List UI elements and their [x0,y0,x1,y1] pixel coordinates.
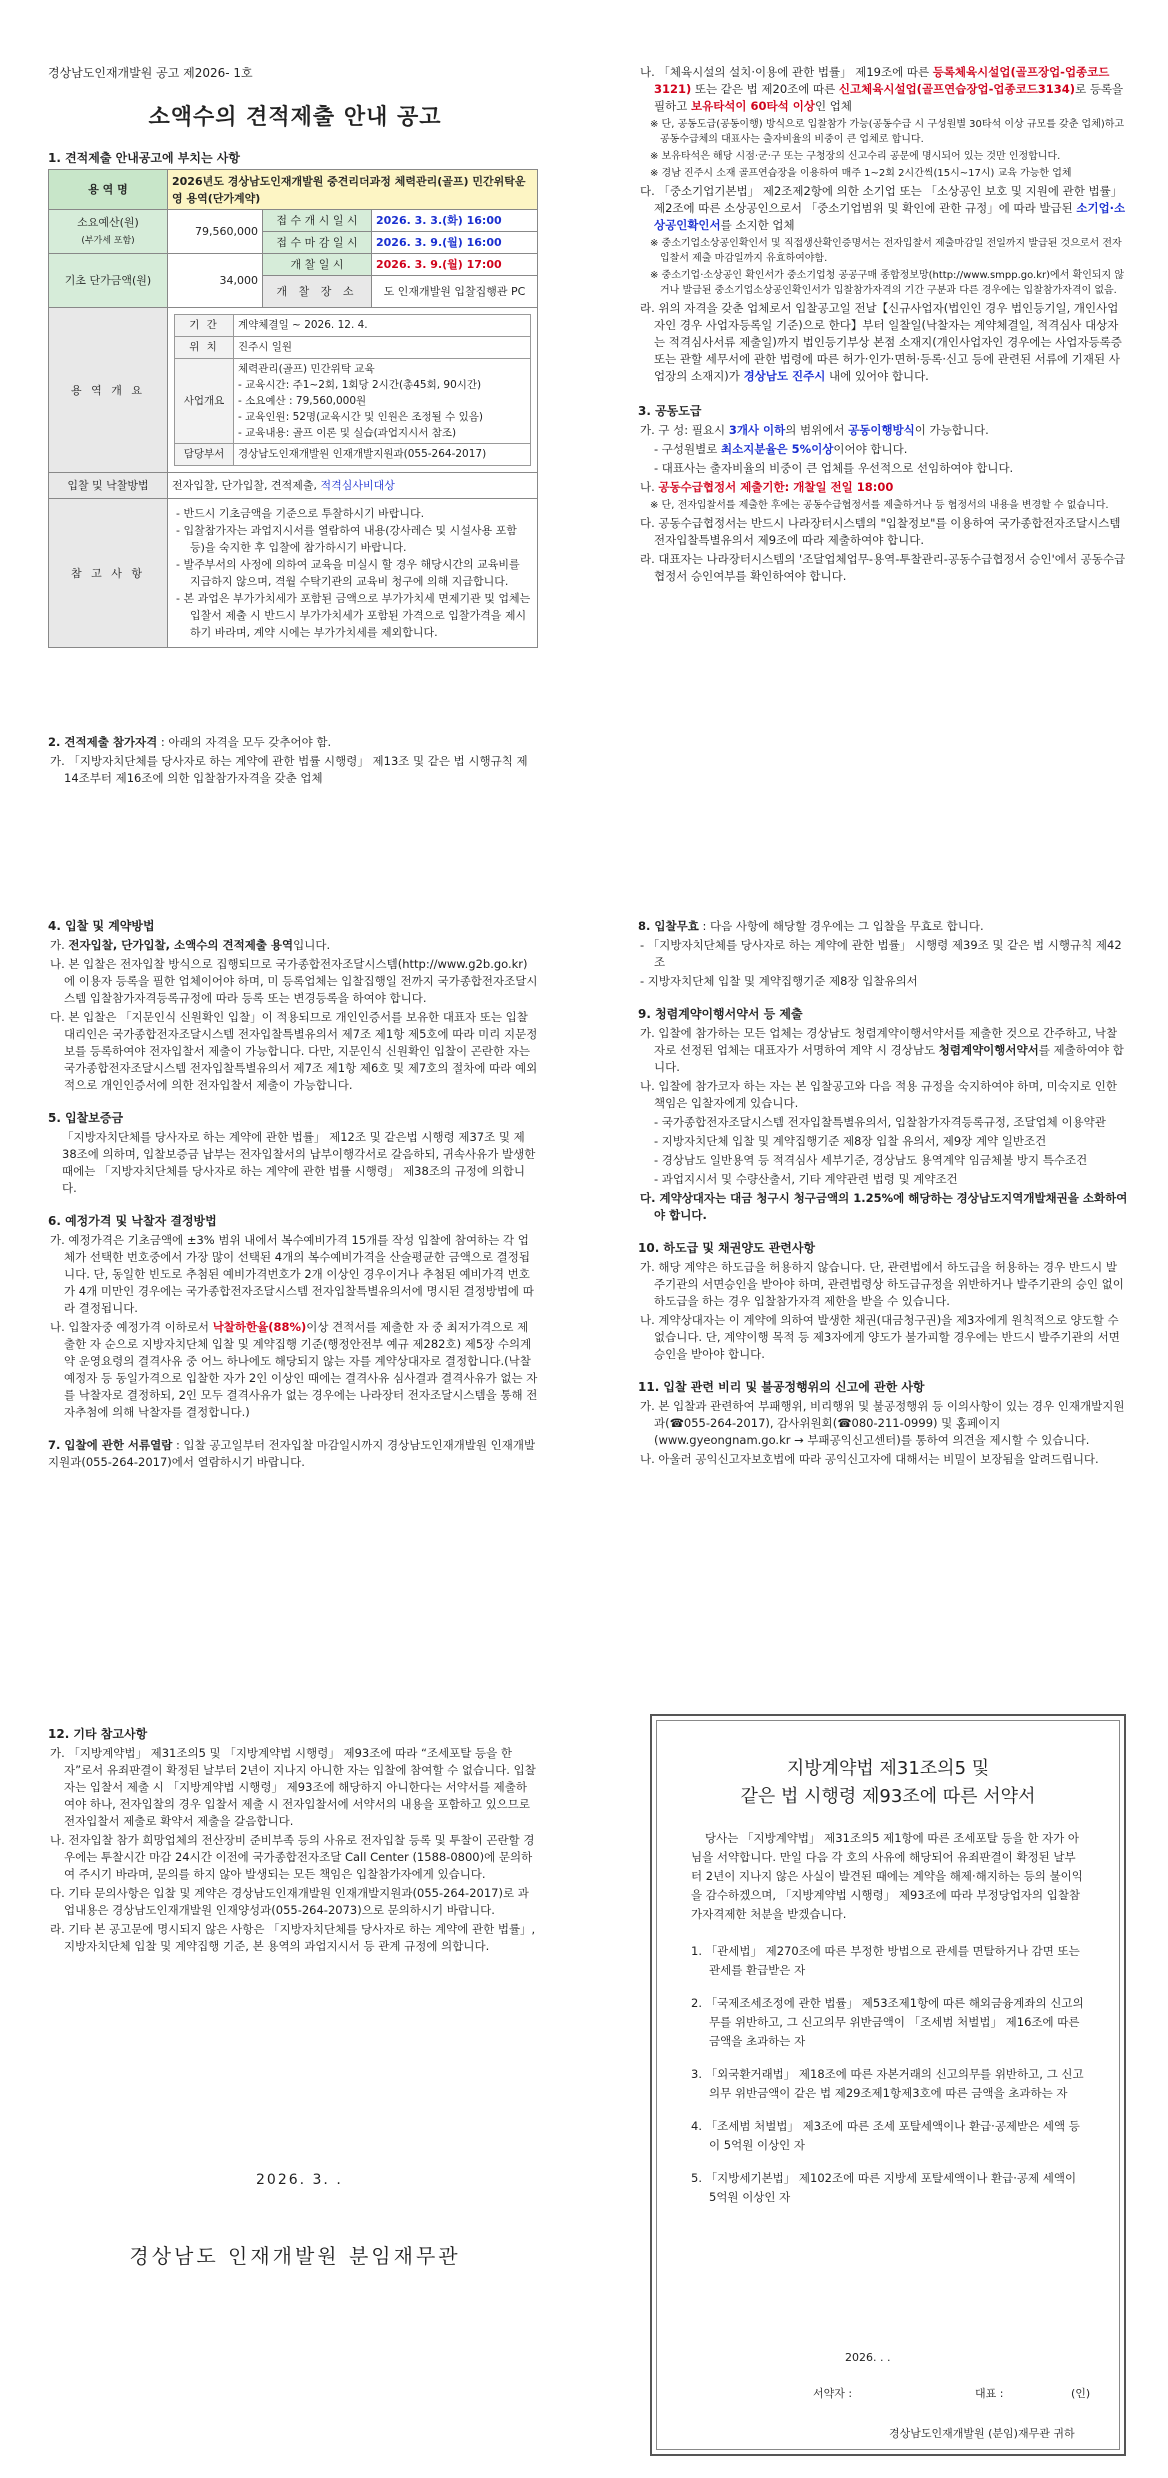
s5-body: 「지방자치단체를 당사자로 하는 계약에 관한 법률」 제12조 및 같은법 시행령 제37조 및 제38조에 의하며, 입찰보증금 납부는 전자입찰서의 납부이행각서로 갈음하되, 귀속사유가 발생한 때에는 「지방자치단체를 당사자로 하는 계약에 관한 법률 시행령」 제38조의 규정에 의합니다. [62,1130,536,1195]
period-label: 기 간 [175,315,234,337]
method-blue: 적격심사비대상 [317,479,395,492]
budget-label-cell [49,210,168,254]
sched-value-1: 2026. 3. 9.(월) 16:00 [372,232,538,254]
qual-na-note: ※ 보유타석은 해당 시점·군·구 또는 구청장의 신고수리 공문에 명시되어 있는 것만 인정합니다. [650,151,1061,162]
section-3-heading: 3. 공동도급 [638,404,702,418]
notice-number: 경상남도인재개발원 공고 제2026- 1호 [48,66,253,80]
reference-label: 참 고 사 항 [49,499,168,648]
s9-na-item: - 경상남도 일반용역 등 적격심사 세부기준, 경상남도 용역계약 임금체불 방지 특수조건 [654,1153,1088,1167]
pledge-form [650,1714,1126,2456]
section-2-heading: 2. 견적제출 참가자격 [48,735,158,749]
s6-na [48,1319,538,1421]
pledge-item: 1. 「관세법」 제270조에 따른 부정한 방법으로 관세를 면탈하거나 감면 또는 관세를 환급받은 자 [691,1944,1080,1977]
pledge-title [657,1755,1119,1811]
s4-da: 다. 본 입찰은 「지문인식 신원확인 입찰」이 적용되므로 개인인증서를 보유한 대표자 또는 입찰대리인은 국가종합전자조달시스템 전자입찰특별유의서 제7조 제1항 제5호에 따라 미리 지문정보를 등록하여야 전자입찰서 제출이 가능합니다. 다만, 지문인식 신원확인 입찰이 곤란한 자는 국가종합전자조달시스템 전자입찰특별유의서 제7조 제1항 제6호 및 제7호의 절차에 따라 예외적으로 개인인증서에 의한 전자입찰서 제출이 가능합니다. [50,1010,538,1092]
s12-ga: 가. 「지방계약법」 제31조의5 및 「지방계약법 시행령」 제93조에 따라 “조세포탈 등을 한 자”로서 유죄판결이 확정된 날부터 2년이 지나지 아니한 자는 입찰에 참여할 수 없습니다. 입찰자는 입찰서 제출 시 「지방계약법 시행령」 제93조에 해당하지 아니한다는 서약서를 제출하여야 하나, 전자입찰의 경우 입찰서 제출 시 전자입찰서에 서약서의 내용을 포함하고 있으므로 전자입찰서 제출로 확약서 제출을 갈음합니다. [50,1746,536,1828]
s3-ga-pre: 가. 구 성: 필요시 [640,423,729,437]
s9-da: 다. 계약상대자는 대금 청구시 청구금액의 1.25%에 해당하는 경상남도지역개발채권을 소화하여야 합니다. [640,1191,1128,1222]
sched-label-3: 개 찰 장 소 [263,276,372,308]
business-line: - 교육시간: 주1~2회, 1회당 2시간(총45회, 90시간) [238,379,482,391]
pledge-item: 2. 「국제조세조정에 관한 법률」 제53조제1항에 따른 해외금융계좌의 신고의무를 위반하고, 그 신고의무 위반금액이 「조세범 처벌법」 제16조에 따른 금액을 초과하는 자 [691,1996,1084,2048]
s3-ga-mid: 의 범위에서 [785,423,849,437]
sched-label-0: 접 수 개 시 일 시 [263,210,372,232]
section-6-heading: 6. 예정가격 및 낙찰자 결정방법 [48,1214,217,1228]
s8-item: - 지방자치단체 입찰 및 계약집행기준 제8장 입찰유의서 [640,974,918,988]
qual-na-note: ※ 경남 진주시 소재 골프연습장을 이용하여 매주 1~2회 2시간씩(15시~17시) 교육 가능한 업체 [650,168,1072,179]
method-cell [168,473,538,499]
s4-ga-pre: 가. [50,938,69,952]
dept-value: 경상남도인재개발원 인재개발지원과(055-264-2017) [234,444,531,466]
qual-na-red3: 보유타석이 60타석 이상 [690,99,815,113]
issuing-organization: 경상남도 인재개발원 분임재무관 [129,2244,461,2268]
s10-na: 나. 계약상대자는 이 계약에 의하여 발생한 채권(대금청구권)을 제3자에게 원칙적으로 양도할 수 없습니다. 단, 계약이행 목적 등 제3자에게 양도가 불가피할 경우에는 반드시 발주기관의 서면승인을 받아야 합니다. [640,1313,1120,1361]
section-7-heading: 7. 입찰에 관한 서류열람 [48,1438,173,1452]
section-10-heading: 10. 하도급 및 채권양도 관련사항 [638,1241,816,1255]
section-12-heading: 12. 기타 참고사항 [48,1727,148,1741]
s9-ga-bold: 청렴계약이행서약서 [938,1043,1039,1057]
s6-na-pre: 나. 입찰자중 예정가격 이하로서 [50,1320,213,1334]
budget-value: 79,560,000 [168,210,263,254]
qualifications-cont [638,64,1128,587]
sched-value-0: 2026. 3. 3.(화) 16:00 [372,210,538,232]
business-line: - 교육인원: 52명(교육시간 및 인원은 조정될 수 있음) [238,411,483,423]
s3-ga [638,422,1128,439]
budget-sublabel: (부가세 포함) [81,235,135,246]
pledge-date: 2026. . . [845,2351,891,2364]
s4-na: 나. 본 입찰은 전자입찰 방식으로 집행되므로 국가종합전자조달시스템(http://www.g2b.go.kr)에 이용자 등록을 필한 업체이어야 하며, 미 등록업체는 입찰집행일 전까지 국가종합전자조달시스템 입찰참가자격등록규정에 따라 등록 또는 변경등록을 하여야 합니다. [50,957,538,1005]
qual-da-note: ※ 중소기업소상공인확인서 및 직접생산확인증명서는 전자입찰서 제출마감일 전일까지 발급된 것으로서 전자입찰서 제출 마감일까지 유효하여야함. [650,238,1122,264]
method-label: 입찰 및 낙찰방법 [49,473,168,499]
section-5-heading: 5. 입찰보증금 [48,1111,124,1125]
unit-price-label: 기초 단가금액(원) [49,254,168,308]
s3-ra: 라. 대표자는 나라장터시스템의 '조달업체업무-용역-투찰관리-공동수급협정서 승인'에서 공동수급협정서 승인여부를 확인하여야 합니다. [640,552,1126,583]
period-value: 계약체결일 ~ 2026. 12. 4. [234,315,531,337]
s9-na: 나. 입찰에 참가코자 하는 자는 본 입찰공고와 다음 적용 규정을 숙지하여야 하며, 미숙지로 인한 책임은 입찰자에게 있습니다. [640,1079,1117,1110]
section-11-heading: 11. 입찰 관련 비리 및 불공정행위의 신고에 관한 사항 [638,1380,925,1394]
section-1-heading: 1. 견적제출 안내공고에 부치는 사항 [48,151,240,165]
bid-summary-table [48,169,538,648]
s4-ga [48,937,538,954]
business-lines [234,359,531,444]
page2-right [638,918,1128,1470]
business-label: 사업개요 [175,359,234,444]
s3-na-note: ※ 단, 전자입찰서를 제출한 후에는 공동수급협정서를 제출하거나 등 협정서의 내용을 변경할 수 없습니다. [650,500,1109,511]
dept-label: 담당부서 [175,444,234,466]
s6-na-tail: 이상 견적서를 제출한 자 중 최저가격으로 제출한 자 순으로 지방자치단체 입찰 및 계약집행 기준(행정안전부 예규 제282호) 제5장 수의계약 운영요령의 결격사유 중 어느 하나에도 해당되지 않는 자를 계약상대자로 결정합니다.(낙찰예정자 등 동일가격으로 입찰한 자가 2인 이상인 때에는 결격사유 심사결과 결격사유가 없는 자를 낙찰자로 결정하되, 2인 모두 결격사유가 없는 경우에는 나라장터 전자조달시스템을 통해 전자추첨에 의해 낙찰자를 결정합니다.) [64,1320,538,1419]
qual-na-tail: 인 업체 [814,99,852,113]
s7-line [48,1437,538,1471]
s3-ga-sub1-pre: - 구성원별로 [654,442,722,456]
reference-line: - 발주부서의 사정에 의하여 교육을 미실시 할 경우 해당시간의 교육비를 지급하지 않으며, 격월 수탁기관의 교육비 청구에 의해 지급합니다. [176,558,520,588]
qual-ra-tail: 내에 있어야 합니다. [825,369,929,383]
s12-na: 나. 전자입찰 참가 희망업체의 전산장비 준비부족 등의 사유로 전자입찰 등록 및 투찰이 곤란할 경우에는 투찰시간 마감 24시간 이전에 국가종합전자조달 Call Center (1588-0800)에 문의하여 주시기 바라며, 문의를 하지 않아 발생되는 모든 책임은 입찰참가자에게 있습니다. [50,1833,535,1881]
service-name-value: 2026년도 경상남도인재개발원 중견리더과정 체력관리(골프) 민간위탁운영 용역(단가계약) [168,170,538,210]
qual-da-tail: 를 소지한 업체 [720,218,795,232]
s3-ga-sub1-blue: 최소지분율은 5%이상 [721,442,834,456]
s3-na-pre: 나. [640,480,659,494]
s12-da: 다. 기타 문의사항은 입찰 및 계약은 경상남도인재개발원 인재개발지원과(055-264-2017)로 과업내용은 경상남도인재개발원 인재양성과(055-264-2073)으로 문의하시기 바랍니다. [50,1886,529,1917]
s10-ga: 가. 해당 계약은 하도급을 허용하지 않습니다. 단, 관련법에서 하도급을 허용하는 경우 반드시 발주기관의 서면승인을 받아야 하며, 관련법령상 하도급규정을 위반하거나 발주기관의 승인 없이 하도급을 하는 경우 입찰참가자격 제한을 받을 수 있습니다. [640,1260,1124,1308]
pledge-item: 3. 「외국환거래법」 제18조에 따른 자본거래의 신고의무를 위반하고, 그 신고의무 위반금액이 같은 법 제29조제1항제3호에 따른 금액을 초과하는 자 [691,2067,1084,2100]
s7-body: : 입찰 공고일부터 전자입찰 마감일시까지 경상남도인재개발원 인재개발지원과(055-264-2017)에서 열람하시기 바랍니다. [48,1438,536,1469]
method-value: 전자입찰, 단가입찰, 견적제출, [172,479,317,492]
s6-na-red: 낙찰하한율(88%) [212,1320,307,1334]
section-8-heading: 8. 입찰무효 [638,919,699,933]
section-2 [48,734,538,789]
section-2-heading-line [48,734,538,751]
s3-ga-sub1-tail: 이어야 합니다. [833,442,908,456]
notice-date: 2026. 3. . [256,2172,343,2188]
qual-ra-blue: 경상남도 진주시 [743,369,826,383]
budget-label: 소요예산(원) [77,215,139,229]
qual-da-blue: 소기업·소상공인확인서 [654,201,1126,232]
qual-ra-pre: 라. 위의 자격을 갖춘 업체로서 입찰공고일 전날【신규사업자(법인인 경우 법인등기일, 개인사업자인 경우 사업자등록일 기준)으로 한다】부터 일찰일(낙찰자는 계약체결일, 적격심사 대상자는 적격심사서류 제출일)까지 법인등기부상 본점 소재지(개인사업자인 경우에는 사업자등록증 또는 관할 세무서에 관한 법령에 따른 허가·인가·면허·등록·신고 등에 관련된 서류에 기재된 사업장의 소재지)가 [640,301,1122,383]
s9-ga-tail: 를 제출하여야 합니다. [654,1043,1124,1074]
s3-da: 다. 공동수급협정서는 반드시 나라장터시스템의 "입찰정보"를 이용하여 국가종합전자조달시스템 전자입찰특별유의서 제9조에 따라 제출하여야 합니다. [640,516,1121,547]
qual-na-red1: 등록체육시설업(골프장업-업종코드3121) [654,65,1110,96]
s8-item: - 「지방자치단체를 당사자로 하는 계약에 관한 법률」 시행령 제39조 및 같은 법 시행규칙 제42조 [640,938,1122,969]
pledge-item: 4. 「조세범 처벌법」 제3조에 따른 조세 포탈세액이나 환급·공제받은 세액 등이 5억원 이상인 자 [691,2119,1080,2152]
sched-value-3: 도 인재개발원 입찰집행관 PC [372,276,538,308]
s11-ga: 가. 본 입찰과 관련하여 부패행위, 비리행위 및 불공정행위 등 이의사항이 있는 경우 인재개발지원과(☎055-264-2017), 감사위원회(☎080-211-0999) 및 홈페이지(www.gyeongnam.go.kr → 부패공익신고센터)를 통하여 의견을 제시할 수 있습니다. [640,1399,1125,1447]
unit-price-value: 34,000 [168,254,263,308]
s6-ga: 가. 예정가격은 기초금액에 ±3% 범위 내에서 복수예비가격 15개를 작성 입찰에 참여하는 각 업체가 선택한 번호중에서 가장 많이 선택된 4개의 복수예비가격을 산술평균한 금액으로 결정됩니다. 단, 동일한 빈도로 추첨된 예비가격번호가 2개 이상인 경우이거나 추첨된 예비가격 번호가 4개 미만인 경우에는 국가종합전자조달시스템 전자입찰특별유의서에 명시된 결정방법에 따라 결정됩니다. [50,1233,534,1315]
s11-na: 나. 아울러 공익신고자보호법에 따라 공익신고자에 대해서는 비밀이 보장됨을 알려드립니다. [640,1452,1099,1466]
reference-line: - 반드시 기초금액을 기준으로 투찰하시기 바랍니다. [176,507,425,520]
s3-na [638,479,1128,496]
sched-value-2: 2026. 3. 9.(월) 17:00 [372,254,538,276]
pledge-seal: (인) [1071,2387,1091,2400]
s12-ra: 라. 기타 본 공고문에 명시되지 않은 사항은 「지방자치단체를 당사자로 하는 계약에 관한 법률」, 지방자치단체 입찰 및 계약집행 기준, 본 용역의 과업지시서 등 관계 규정에 의합니다. [50,1922,536,1953]
qual-da-note: ※ 중소기업·소상공인 확인서가 중소기업청 공공구매 종합정보망(http://www.smpp.go.kr)에서 확인되지 않거나 발급된 중소기업소상공인확인서가 입찰참가자격의 기간 구분과 다른 경우에는 입찰참가자격이 없음. [650,270,1125,296]
pledge-rep-label: 대표 : [975,2387,1004,2400]
qual-na-mid2: 로 등록을 필하고 [654,82,1124,113]
section-2-ga: 가. 「지방자치단체를 당사자로 하는 계약에 관한 법률 시행령」 제13조 및 같은 법 시행규칙 제14조부터 제16조에 의한 입찰참가자격을 갖춘 업체 [50,754,528,785]
business-line: - 교육내용: 골프 이론 및 실습(과업지시서 참조) [238,427,457,439]
s3-ga-sub1 [638,441,1128,458]
s3-ga-sub2: - 대표사는 출자비율의 비중이 큰 업체를 우선적으로 선임하여야 합니다. [654,461,1014,475]
section-1 [48,150,538,648]
reference-line: - 본 과업은 부가가치세가 포함된 금액으로 부가가치세 면제기관 및 업체는 입찰서 제출 시 반드시 부가가치세가 포함된 가격으로 입찰가격을 제시하기 바라며, 계약 시에는 부가가치세를 제외합니다. [176,592,531,639]
sched-label-1: 접 수 마 감 일 시 [263,232,372,254]
s4-ga-bold: 전자입찰, 단가입찰, 소액수의 견적제출 용역 [68,938,294,952]
page3-left [48,1726,538,1957]
qual-na-note: ※ 단, 공동도급(공동이행) 방식으로 입찰참가 가능(공동수급 시 구성원별 30타석 이상 규모를 갖춘 업체)하고 공동수급체의 대표사는 출자비율의 비중이 큰 업체로 합니다. [650,119,1125,145]
section-4-heading: 4. 입찰 및 계약방법 [48,919,155,933]
business-line: - 소요예산 : 79,560,000원 [238,395,367,407]
pledge-signer-label: 서약자 : [813,2387,853,2400]
qual-na-mid: 또는 같은 법 제20조에 따른 [691,82,839,96]
overview-label: 용 역 개 요 [49,308,168,473]
overview-table [174,314,531,466]
s3-ga-blue: 3개사 이하 [728,423,786,437]
section-9-heading: 9. 청렴계약이행서약서 등 제출 [638,1007,803,1021]
pledge-item: 5. 「지방세기본법」 제102조에 따른 지방세 포탈세액이나 환급·공제 세액이 5억원 이상인 자 [691,2171,1077,2204]
qual-ra [638,300,1128,385]
s3-ga-blue2: 공동이행방식 [848,423,915,437]
qual-na [638,64,1128,115]
s8-heading-tail: : 다음 사항에 해당할 경우에는 그 입찰을 무효로 합니다. [698,919,984,933]
pledge-title-line2: 같은 법 시행령 제93조에 따른 서약서 [740,1786,1036,1807]
sched-label-2: 개 찰 일 시 [263,254,372,276]
service-name-label: 용 역 명 [49,170,168,210]
s9-ga-pre: 가. 입찰에 참가하는 모든 업체는 경상남도 청렴계약이행서약서를 제출한 것으로 간주하고, 낙찰자로 선정된 업체는 대표자가 서명하여 계약 시 경상남도 [640,1026,1118,1057]
s3-na-red: 공동수급협정서 제출기한: 개찰일 전일 18:00 [658,480,894,494]
pledge-inner-border [656,1720,1120,2450]
business-line: 체력관리(골프) 민간위탁 교육 [238,363,375,375]
s4-ga-tail: 입니다. [293,938,331,952]
reference-line: - 입찰참가자는 과업지시서를 열람하여 내용(강사레슨 및 시설사용 포함 등)을 숙지한 후 입찰에 참가하시기 바랍니다. [176,524,517,554]
qual-na-red2: 신고체육시설업(골프연습장업-업종코드3134) [838,82,1076,96]
qual-na-pre: 나. 「체육시설의 설치·이용에 관한 법률」 제19조에 따른 [640,65,933,79]
document-title: 소액수의 견적제출 안내 공고 [148,105,442,130]
s9-na-item: - 지방자치단체 입찰 및 계약집행기준 제8장 입찰 유의서, 제9장 계약 일반조건 [654,1134,1047,1148]
page2-left [48,918,538,1473]
s9-na-item: - 과업지시서 및 수량산출서, 기타 계약관련 법령 및 계약조건 [654,1172,958,1186]
qual-da-pre: 다. 「중소기업기본법」 제2조제2항에 의한 소기업 또는 「소상공인 보호 및 지원에 관한 법률」 제2조에 따른 소상공인으로서 「중소기업범위 및 확인에 관한 규정」에 따라 발급된 [640,184,1123,215]
qual-da [638,183,1128,234]
s9-ga [638,1025,1128,1076]
pledge-title-line1: 지방계약법 제31조의5 및 [786,1758,990,1779]
s3-ga-tail: 이 가능합니다. [914,423,989,437]
location-label: 위 치 [175,337,234,359]
pledge-body: 당사는 「지방계약법」 제31조의5 제1항에 따른 조세포탈 등을 한 자가 아님을 서약합니다. 만일 다음 각 호의 사유에 해당되어 유죄판결이 확정된 날부터 2년이 지나지 않은 사실이 발견된 때에는 계약을 해제·해지하는 등의 불이익을 감수하겠으며, 「지방계약법 시행령」 제93조에 따라 부정당업자의 입찰참가자격제한 처분을 받겠습니다. [691,1831,1083,1921]
pledge-footer: 경상남도인재개발원 (분임)재무관 귀하 [889,2427,1075,2440]
s8-heading-line [638,918,1128,935]
location-value: 진주시 일원 [234,337,531,359]
s9-na-item: - 국가종합전자조달시스템 전자입찰특별유의서, 입찰참가자격등록규정, 조달업체 이용약관 [654,1115,1106,1129]
section-2-heading-tail: : 아래의 자격을 모두 갖추어야 함. [157,735,332,749]
reference-lines [168,499,538,648]
